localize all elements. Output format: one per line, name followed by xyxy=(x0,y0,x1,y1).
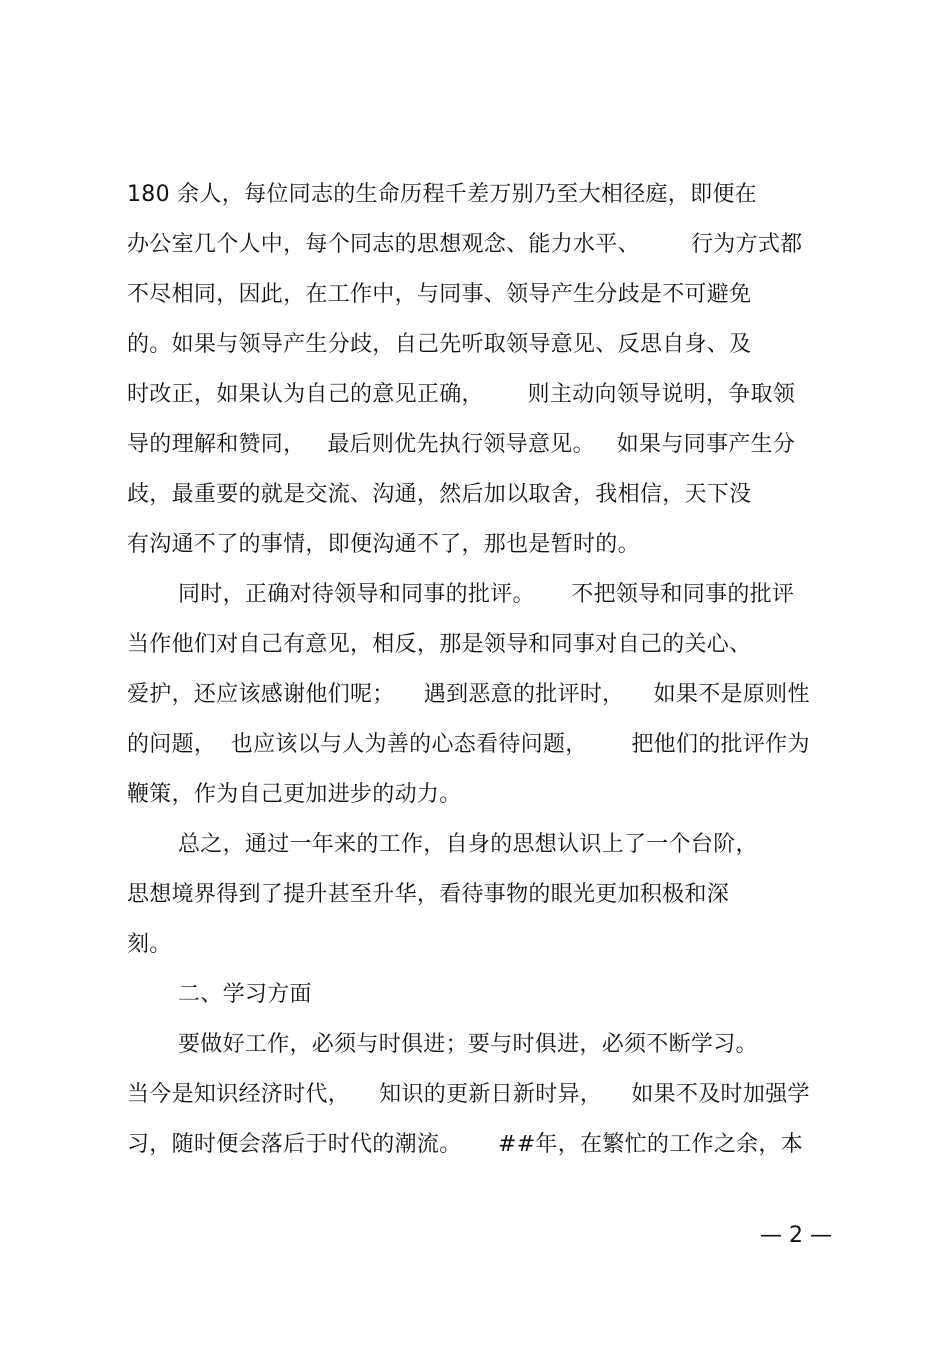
paragraph-start-line: 同时，正确对待领导和同事的批评。 不把领导和同事的批评 xyxy=(178,582,795,607)
text-line: 有沟通不了的事情，即便沟通不了，那也是暂时的。 xyxy=(127,532,640,557)
text-line: 当今是知识经济时代， 知识的更新日新时异， 如果不及时加强学 xyxy=(127,1082,810,1107)
text-line: 鞭策，作为自己更加进步的动力。 xyxy=(127,782,462,807)
text-line: 爱护，还应该感谢他们呢； 遇到恶意的批评时， 如果不是原则性 xyxy=(127,682,810,707)
page-number: — 2 — xyxy=(760,1223,832,1248)
text-line: 当作他们对自己有意见，相反，那是领导和同事对自己的关心、 xyxy=(127,632,752,657)
text-line: 办公室几个人中，每个同志的思想观念、能力水平、 行为方式都 xyxy=(127,232,803,257)
text-line: 习，随时便会落后于时代的潮流。 ##年，在繁忙的工作之余，本 xyxy=(127,1132,804,1157)
text-line: 刻。 xyxy=(127,932,172,957)
text-line: 180 余人，每位同志的生命历程千差万别乃至大相径庭，即便在 xyxy=(127,182,757,207)
paragraph-start-line: 要做好工作，必须与时俱进；要与时俱进，必须不断学习。 xyxy=(178,1032,758,1057)
text-line: 歧，最重要的就是交流、沟通，然后加以取舍，我相信，天下没 xyxy=(127,482,752,507)
text-line: 思想境界得到了提升甚至升华，看待事物的眼光更加积极和深 xyxy=(127,882,730,907)
paragraph-start-line: 总之，通过一年来的工作，自身的思想认识上了一个台阶， xyxy=(178,832,758,857)
text-line: 导的理解和赞同， 最后则优先执行领导意见。 如果与同事产生分 xyxy=(127,432,796,457)
text-line: 时改正，如果认为自己的意见正确， 则主动向领导说明，争取领 xyxy=(127,382,796,407)
section-heading: 二、学习方面 xyxy=(178,982,312,1007)
text-line: 不尽相同，因此，在工作中，与同事、领导产生分歧是不可避免 xyxy=(127,282,752,307)
text-line: 的。如果与领导产生分歧，自己先听取领导意见、反思自身、及 xyxy=(127,332,752,357)
text-line: 的问题， 也应该以与人为善的心态看待问题， 把他们的批评作为 xyxy=(127,732,810,757)
